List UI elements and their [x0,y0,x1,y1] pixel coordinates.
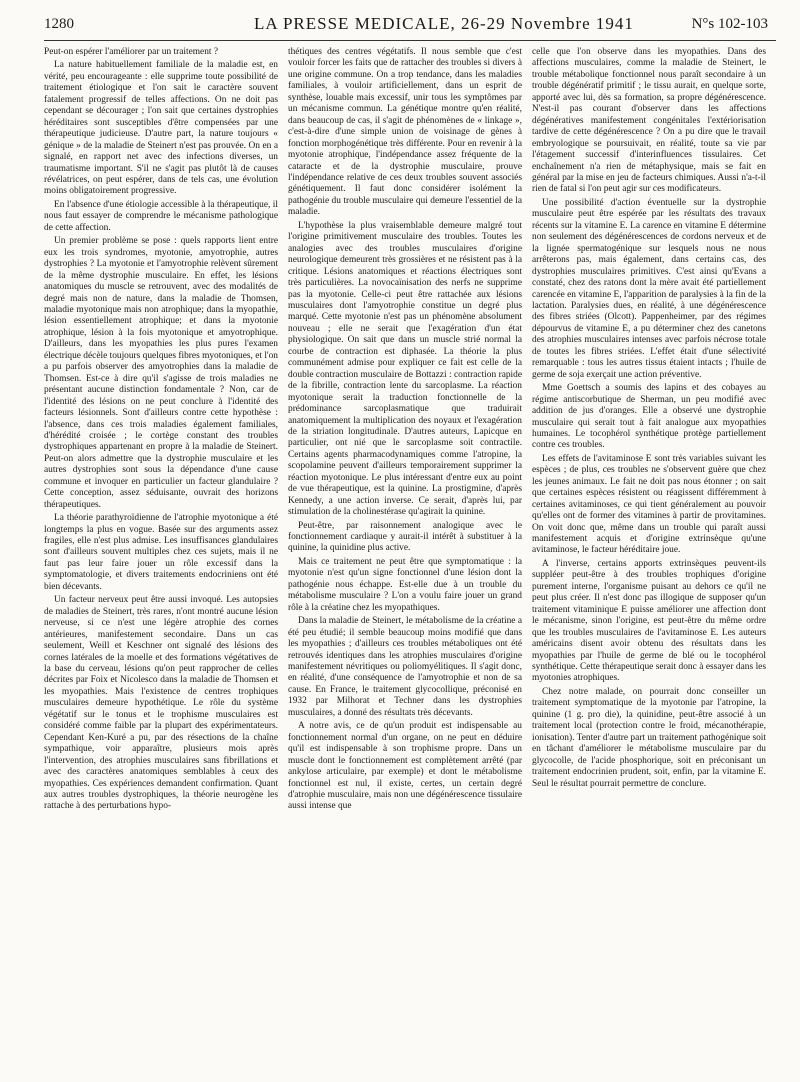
paragraph: thétiques des centres végétatifs. Il nous semble que c'est vouloir forcer les faits que de rattacher des troubles si divers à une origine commune. On a trop tendance, dans les maladies familiales, à vouloir artificiellement, dans un esprit de synthèse, louable mais excessif, unir tous les symptômes par un mécanisme commun. La génétique montre qu'en réalité, dans beaucoup de cas, il s'agit de phénomènes de « linkage », c'est-à-dire d'une simple union de voisinage de gènes à fonction morphogénétique très différente. Pour en revenir à la myotonie atrophique, l'indépendance assez fréquente de la cataracte et de la dystrophie musculaire, prouve l'indépendance relative de ces deux troubles souvent associés génétiquement. Il faut donc considérer isolément la pathogénie du trouble musculaire qui demeure l'essentiel de la maladie. [288,47,522,218]
paragraph: A notre avis, ce de qu'un produit est indispensable au fonctionnement normal d'un organe, on ne peut en déduire qu'il est indispensable à son trophisme propre. Dans un muscle dont le fonctionnement est complètement arrêté (par ankylose articulaire, par exemple) et dont le métabolisme fonctionnel est nul, il existe, certes, un certain degré d'atrophie musculaire, mais non une dégénérescence tissulaire aussi intense que [288,721,522,812]
paragraph: En l'absence d'une étiologie accessible à la thérapeutique, il nous faut essayer de comprendre le mécanisme pathologique de cette affection. [44,199,278,233]
paragraph: Mais ce traitement ne peut être que symptomatique : la myotonie n'est qu'un signe fonctionnel d'une lésion dont la pathogénie nous échappe. Est-elle due à un trouble du métabolisme musculaire ? L'on a voulu faire jouer un grand rôle à la créatine chez les myopathiques. [288,556,522,613]
paragraph: Peut-on espérer l'améliorer par un traitement ? [44,47,219,57]
paragraph: Mme Goettsch a soumis des lapins et des cobayes au régime antiscorbutique de Sherman, un peu modifié avec addition de jus d'oranges. Elle a observé une dystrophie musculaire qui serait tout à fait analogue aux myopathies humaines. Le tocophérol synthétique protège partiellement contre ces troubles. [532,383,766,451]
paragraph: Un facteur nerveux peut être aussi invoqué. Les autopsies de maladies de Steinert, très rares, n'ont montré aucune lésion nerveuse, si ce n'est une légère atrophie des cornes antérieures, manifestement secondaire. Dans un cas seulement, Weill et Keschner ont signalé des lésions des cornes latérales de la moelle et des formations végétatives de la base du cerveau, lésions qu'on peut rapprocher de celles décrites par Foix et Nicolesco dans la maladie de Thomsen et les myopathies. Mais l'existence de centres trophiques musculaires demeure hypothétique. Le rôle du système végétatif sur le tonus et le trophisme musculaires est considéré comme faible par la plupart des expérimentateurs. Cependant Ken-Kuré a pu, par des résections de la chaîne sympathique, voir apparaître, plusieurs mois après l'intervention, des atrophies musculaires sans fibrillations et avec des caractères anatomiques semblables à ceux des myopathies. Ces expériences demandent confirmation. Quant aux autres troubles dystrophiques, la théorie neurogène les rattache à des perturbations hypo- [44,595,278,812]
page-number: 1280 [44,16,74,32]
text-column-2 [288,47,522,1067]
text-column-3 [532,47,766,1067]
journal-title: LA PRESSE MEDICALE, 26-29 Novembre 1941 [254,14,634,33]
paragraph: La nature habituellement familiale de la maladie est, en vérité, peu encourageante : elle supprime toute possibilité de traitement étiologique et l'on sait le caractère souvent fatalement progressif de telles affections. On ne doit pas cependant se décourager ; l'on sait que certaines dystrophies héréditaires sont susceptibles d'être compensées par une thérapeutique judicieuse. D'autre part, la nature toujours « génique » de la maladie de Steinert n'est pas prouvée. On en a signalé, en rapport net avec des infections diverses, un traumatisme important. S'il ne s'agit pas plutôt là de causes révélatrices, on peut espérer, dans de tels cas, une évolution moins obligatoirement progressive. [44,60,278,197]
paragraph: La théorie parathyroïdienne de l'atrophie myotonique a été longtemps la plus en vogue. Basée sur des arguments assez fragiles, elle n'est plus admise. Les insuffisances glandulaires sont d'ailleurs souvent multiples chez ces sujets, mais il ne faut pas leur faire jouer un rôle excessif dans la symptomatologie, et divers traitements endocriniens ont été bien décevants. [44,513,278,592]
paragraph: A l'inverse, certains apports extrinsèques peuvent-ils suppléer peut-être à des troubles trophiques d'origine purement interne, l'organisme puisant au dehors ce qu'il ne peut plus créer. Il n'est donc pas illogique de supposer qu'un traitement vitaminique E puisse améliorer une affection dont le mécanisme, sinon l'origine, est peut-être du même ordre que les troubles musculaires de l'avitaminose E. Les auteurs américains disent avoir obtenu des résultats dans les myopathies par l'huile de germe de blé ou le tocophérol synthétique. Cette thérapeutique serait donc à essayer dans les myotonies atrophiques. [532,558,766,684]
paragraph: L'hypothèse la plus vraisemblable demeure malgré tout l'origine primitivement musculaire des troubles. Toutes les analogies avec des troubles musculaires d'origine neurologique demeurent très grossières et ne résistent pas à la critique. Lésions anatomiques et réactions électriques sont très particulières. La novocaïnisation des nerfs ne supprime pas la myotonie. Celle-ci peut être rattachée aux lésions musculaires dont l'amyotrophie constitue un degré plus marqué. Cette myotonie n'est pas un phénomène absolument nouveau ; elle ne serait que l'exagération d'un état physiologique. On sait que dans un muscle strié normal la courbe de contraction est diphasée. La théorie la plus communément admise pour expliquer ce fait est celle de la double contraction musculaire de Bottazzi : contraction rapide de la fibrille, contraction lente du sarcoplasme. La réaction myotonique serait la traduction fonctionnelle de la prédominance sarcoplasmatique que traduirait anatomiquement la multiplication des noyaux et l'exagération de la striation longitudinale. D'autres auteurs, Lapicque en particulier, ont nié que le sarcoplasme soit contractile. Certains agents pharmacodynamiques comme l'atropine, la scopolamine peuvent d'ailleurs temporairement supprimer la réaction myotonique. Le plus intéressant d'entre eux au point de vue thérapeutique, est la quinine. La prostigmine, d'après Kennedy, a une action inverse. Ce serait, d'après lui, par stimulation de la cholinestérase qu'agirait la quinine. [288,220,522,518]
page-header [44,14,776,41]
paragraph: Un premier problème se pose : quels rapports lient entre eux les trois syndromes, myotonie, amyotrophie, autres dystrophies ? La myotonie et l'amyotrophie relèvent sûrement de la même dystrophie musculaire. En effet, les lésions anatomiques du muscle se retrouvent, avec des modalités de degré mais non de nature, dans la maladie de Thomsen, maladie myotonique mais non atrophique; dans la myopathie, lésion essentiellement atrophique; et dans la myotonie atrophique, lésion à la fois myotonique et amyotrophique. D'ailleurs, dans les myopathies les plus pures l'examen électrique décèle toujours quelques fibres myotoniques, et l'on a pu parfois observer des amyotrophies dans la maladie de Thomsen. Est-ce à dire qu'il s'agisse de trois maladies ne présentant aucune distinction fondamentale ? Non, car de l'identité des lésions on ne peut conclure à l'identité des facteurs lésionnels. Sont d'ailleurs contre cette hypothèse : l'absence, dans ces trois maladies également familiales, d'hérédité croisée ; le cortège constant des troubles dystrophiques appartenant en propre à la maladie de Steinert. Peut-on alors admettre que la dystrophie musculaire et les autres dystrophies sont sous la dépendance d'une cause commune et invoquer en particulier un facteur glandulaire ? Cette conception, assez séduisante, ouvrait des horizons thérapeutiques. [44,236,278,510]
paragraph: Chez notre malade, on pourrait donc conseiller un traitement symptomatique de la myotonie par l'atropine, la quinine (1 g. pro die), la quinidine, peut-être associé à un traitement local (protection contre le froid, mécanothérapie, ionisation). Tenter d'autre part un traitement pathogénique soit en tâchant d'améliorer le métabolisme musculaire par du glycocolle, de l'acide phosphorique, soit en préconisant un traitement endocrinien prudent, soit, enfin, par la vitamine E. Seul le résultat pourrait permettre de conclure. [532,686,766,789]
paragraph: Les effets de l'avitaminose E sont très variables suivant les espèces ; de plus, ces troubles ne s'observent guère que chez les jeunes animaux. Le fait ne doit pas nous étonner ; on sait que certaines espèces résistent ou réagissent différemment à certaines avitaminoses, ce qui tient généralement au pouvoir qu'elles ont de former des vitamines à partir de provitamines. On voit donc que, même dans un trouble qui paraît aussi manifestement acquis et d'origine extrinsèque qu'une avitaminose, le facteur héréditaire joue. [532,453,766,556]
paragraph: celle que l'on observe dans les myopathies. Dans des affections musculaires, comme la maladie de Steinert, le trouble métabolique fonctionnel nous paraît secondaire à un trouble dégénératif primitif ; le tissu aurait, en quelque sorte, apporté avec lui, dès sa formation, sa propre dégénérescence. N'est-il pas courant d'observer dans les affections dégénératives manifestement congénitales l'extériorisation tardive de cette dégénérescence ? On a pu dire que le travail embryologique se poursuivait, en réalité, toute sa vie par l'étagement successif d'interinfluences tissulaires. Cet enchaînement n'a rien de métaphysique, mais se fait en général par la mise en jeu de facteurs chimiques. Aussi n'a-t-il rien de fatal si l'on peut agir sur ces modificateurs. [532,47,766,195]
issue-number: N°s 102-103 [691,16,768,32]
paragraph: Peut-être, par raisonnement analogique avec le fonctionnement cardiaque y aurait-il intérêt à substituer à la quinine, la quinidine plus active. [288,520,522,554]
article-body [44,47,776,1067]
text-column-1 [44,47,278,1067]
paragraph: Dans la maladie de Steinert, le métabolisme de la créatine a été peu étudié; il semble beaucoup moins modifié que dans les myopathies ; d'ailleurs ces troubles métaboliques ont été retrouvés identiques dans les atrophies musculaires d'origine manifestement névritiques ou poliomyélitiques. Il s'agit donc, en réalité, d'une conséquence de l'amyotrophie et non de sa cause. En France, le traitement glycocollique, préconisé en 1932 par Milhorat et Techner dans les dystrophies musculaires, a donné des résultats très décevants. [288,616,522,718]
paragraph: Une possibilité d'action éventuelle sur la dystrophie musculaire peut être espérée par les résultats des travaux récents sur la vitamine E. La carence en vitamine E détermine non seulement des dégénérescences de cordons nerveux et de la lignée spermatogénique sur lesquels nous ne nous arrêterons pas, mais également, dans certains cas, des dystrophies musculaires primitives. C'est ainsi qu'Evans a constaté, chez des ratons dont la mère avait été partiellement carencée en vitamine E, l'apparition de paralysies à la fin de la lactation. Paralysies dues, en réalité, à une dégénérescence des fibres striées (Olcott). Pappenheimer, par des régimes dépourvus de vitamine E, a pu déterminer chez des canetons des atrophies musculaires intenses avec parfois nécrose totale de toutes les fibres striées. L'effet était d'une sélectivité remarquable : tous les autres tissus étaient intacts ; l'huile de germe de soja exerçait une action préventive. [532,197,766,380]
